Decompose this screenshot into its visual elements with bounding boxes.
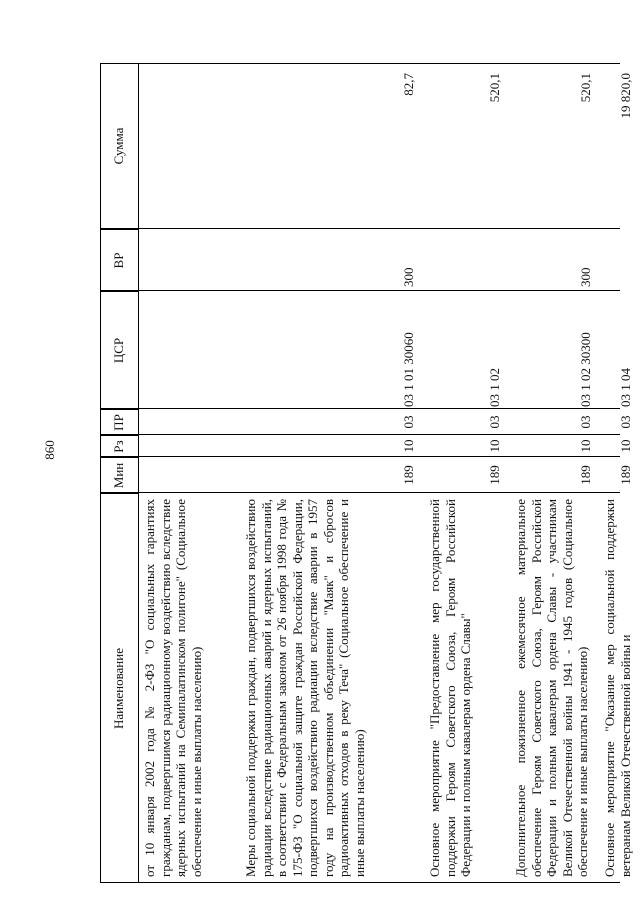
- row-rz: 10: [400, 439, 416, 453]
- row-name: Основное мероприятие "Оказание мер социальной поддержки ветеранам Великой Отечественной войны и: [602, 499, 633, 877]
- header-sum: Сумма: [111, 127, 127, 165]
- row-sum: 520,1: [577, 73, 593, 103]
- row-vr: [140, 229, 236, 291]
- row-sum: 82,7: [400, 73, 416, 96]
- row-pr: 03: [617, 415, 633, 429]
- budget-table: [100, 63, 633, 883]
- row-pr: 03: [486, 415, 502, 429]
- row-vr: [600, 229, 636, 291]
- row-rz: 10: [486, 439, 502, 453]
- row-min: [140, 457, 236, 493]
- row-name: Меры социальной поддержки граждан, подвергшихся воздействию радиации вследствие радиационных аварий и ядерных испытаний, в соответствии с Федеральным законом от 26 ноября 1998 года № 175-ФЗ "О социальной защите граждан Российской Федерации, подвергшихся воздействию радиации вследствие аварии в 1957 году на производственном объединении "Маяк" и сбросов радиоактивных отходов в реку Теча" (Социальное обеспечение и иные выплаты населению): [243, 499, 367, 877]
- row-pr: 03: [577, 415, 593, 429]
- row-csr: 03 1 02: [486, 368, 502, 407]
- table-row: [511, 63, 596, 883]
- header-pr: ПР: [100, 409, 138, 435]
- row-csr: 03 1 01 30060: [400, 332, 416, 407]
- row-sum: 19 820,0: [617, 73, 633, 119]
- row-rz: 10: [577, 439, 593, 453]
- row-vr: 300: [400, 267, 416, 287]
- row-csr: 03 1 04: [617, 368, 633, 407]
- row-vr: 300: [577, 267, 593, 287]
- header-csr: ЦСР: [100, 291, 138, 409]
- table-row: [241, 63, 419, 883]
- row-csr: 03 1 02 30300: [577, 332, 593, 407]
- row-min: 189: [486, 465, 502, 485]
- table-viewport: [100, 63, 633, 883]
- table-row: [425, 63, 505, 883]
- header-rz: Рз: [100, 435, 138, 457]
- row-sum: 520,1: [486, 73, 502, 103]
- row-sum: [140, 63, 236, 229]
- row-min: 189: [577, 465, 593, 485]
- row-name: от 10 января 2002 года № 2-ФЗ "О социальных гарантиях гражданам, подвергшимся радиационному воздействию вследствие ядерных испытаний на Семипалатинском полигоне" (Социальное обеспечение и иные выплаты населению): [142, 499, 204, 877]
- header-vr: ВР: [100, 229, 138, 291]
- header-min: Мин: [100, 457, 138, 493]
- row-pr: 03: [400, 415, 416, 429]
- row-min: 189: [400, 465, 416, 485]
- page-number: 860: [42, 440, 57, 460]
- row-name: Дополнительное пожизненное ежемесячное материальное обеспечение Героям Советского Союза, Героям Российской Федерации и полным кавалерам ордена Славы - участникам Великой Отечественной войны 1941 - 1945 годов (Социальное обеспечение и иные выплаты населению): [513, 499, 590, 877]
- row-pr: [140, 409, 236, 435]
- row-name: Основное мероприятие "Предоставление мер государственной поддержки Героям Советского Союза, Героям Российской Федерации и полным кавалерам ордена Славы": [427, 499, 473, 877]
- row-rz: 10: [617, 439, 633, 453]
- header-name: Наименование: [100, 493, 138, 883]
- row-rz: [140, 435, 236, 457]
- row-csr: [140, 291, 236, 409]
- row-vr: [425, 229, 505, 291]
- table-header: [100, 63, 139, 883]
- table-row: [600, 63, 636, 883]
- row-min: 189: [617, 465, 633, 485]
- table-row: [140, 63, 236, 883]
